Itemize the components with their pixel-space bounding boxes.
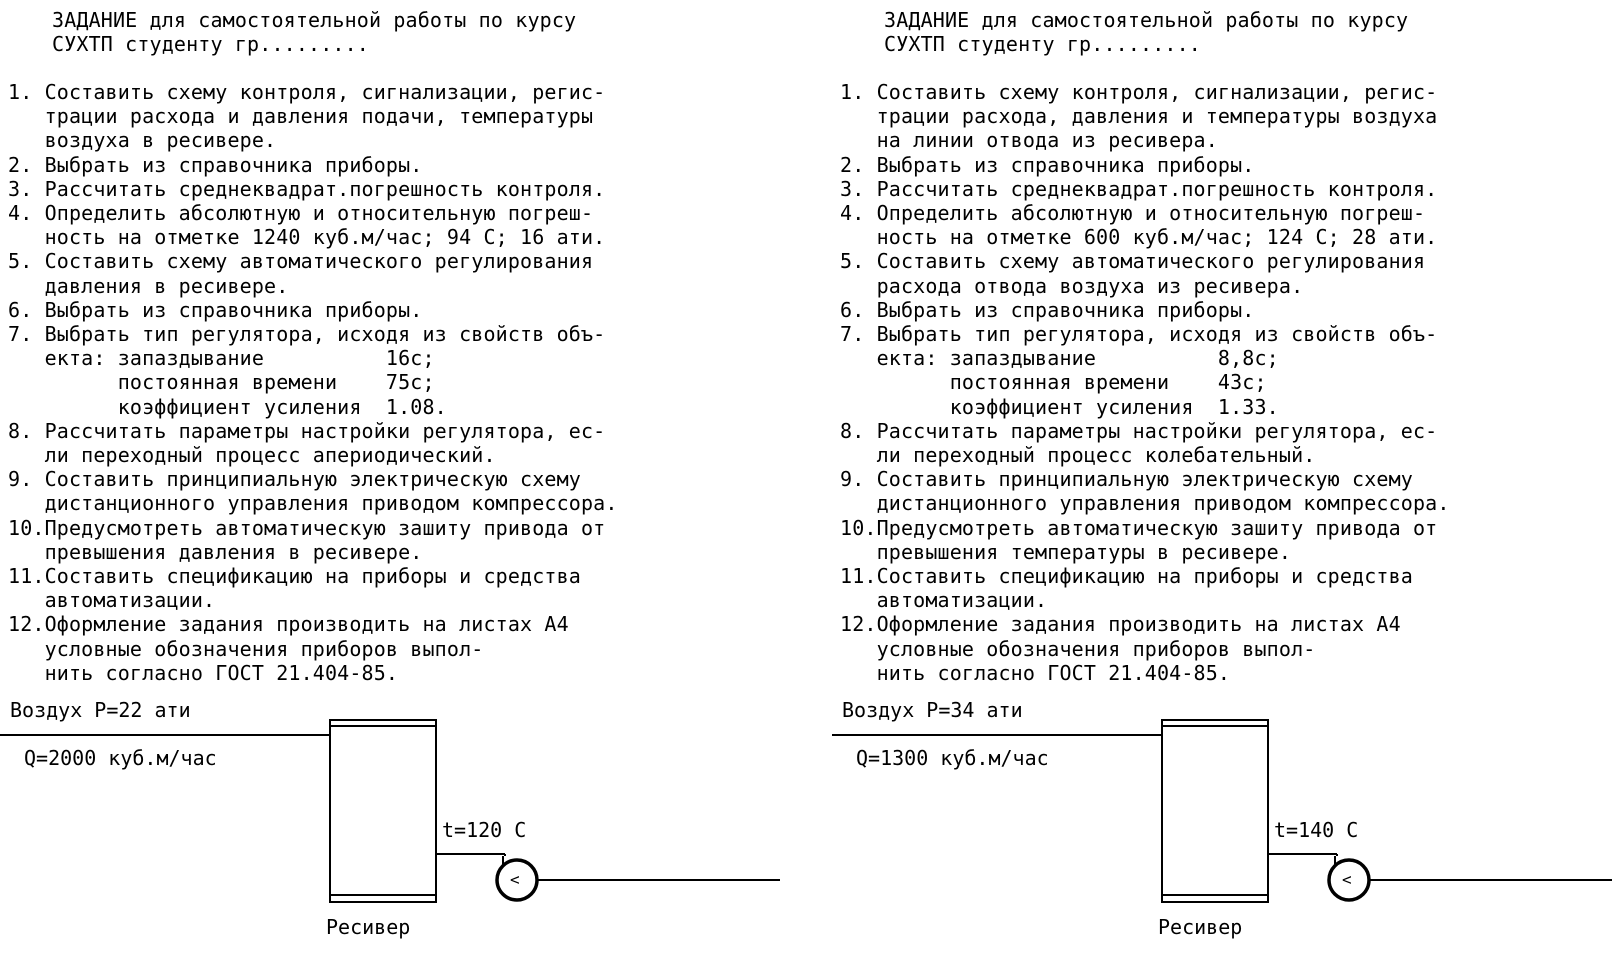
header-line: СУХТП студенту гр......... bbox=[52, 32, 369, 57]
assignment-item-line: 9. Составить принципиальную электрическую схему bbox=[8, 467, 581, 492]
assignment-item-line: воздуха в ресивере. bbox=[8, 128, 277, 153]
receiver-diagram bbox=[0, 690, 780, 975]
assignment-item-line: 9. Составить принципиальную электрическую схему bbox=[840, 467, 1413, 492]
assignment-item-line: условные обозначения приборов выпол- bbox=[8, 636, 484, 661]
assignment-item-line: 5. Составить схему автоматического регулирования bbox=[840, 249, 1426, 274]
assignment-item-line: 8. Рассчитать параметры настройки регулятора, ес- bbox=[840, 418, 1438, 443]
air-pressure-label: Воздух Р=34 ати bbox=[842, 698, 1023, 722]
assignment-item-line: 2. Выбрать из справочника приборы. bbox=[840, 152, 1255, 177]
assignment-item-line: расхода отвода воздуха из ресивера. bbox=[840, 273, 1304, 298]
assignment-item-line: превышения температуры в ресивере. bbox=[840, 539, 1292, 564]
assignment-item-line: 1. Составить схему контроля, сигнализации, регис- bbox=[840, 80, 1438, 104]
compressor-arrow-glyph: < bbox=[1342, 870, 1352, 889]
assignment-item-line: постоянная времени 43с; bbox=[840, 370, 1267, 395]
assignment-item-line: 5. Составить схему автоматического регулирования bbox=[8, 249, 594, 274]
assignment-item-line: 3. Рассчитать среднеквадрат.погрешность контроля. bbox=[840, 176, 1438, 201]
assignment-item-line: автоматизации. bbox=[8, 588, 216, 613]
assignment-item-line: превышения давления в ресивере. bbox=[8, 539, 423, 564]
receiver-label: Ресивер bbox=[326, 915, 411, 939]
assignment-item-line: постоянная времени 75с; bbox=[8, 370, 435, 395]
assignment-item-line: 1. Составить схему контроля, сигнализации, регис- bbox=[8, 80, 606, 104]
assignment-panel-right bbox=[832, 0, 1613, 975]
receiver-vessel bbox=[1162, 720, 1268, 902]
assignment-item-line: ность на отметке 600 куб.м/час; 124 С; 28 ати. bbox=[840, 225, 1438, 250]
assignment-item-line: 3. Рассчитать среднеквадрат.погрешность контроля. bbox=[8, 176, 606, 201]
receiver-vessel bbox=[330, 720, 436, 902]
assignment-item-line: 11.Составить спецификацию на приборы и средства bbox=[840, 564, 1413, 588]
assignment-item-line: 10.Предусмотреть автоматическую зашиту привода от bbox=[840, 515, 1438, 540]
assignment-item-line: коэффициент усиления 1.08. bbox=[8, 394, 447, 419]
assignment-item-line: ность на отметке 1240 куб.м/час; 94 С; 16 ати. bbox=[8, 225, 606, 250]
assignment-item-line: условные обозначения приборов выпол- bbox=[840, 636, 1316, 661]
assignment-panel-left bbox=[0, 0, 800, 975]
assignment-item-line: дистанционного управления приводом компрессора. bbox=[8, 491, 618, 516]
flow-label: Q=2000 куб.м/час bbox=[24, 746, 217, 770]
assignment-item-line: 12.Оформление задания производить на листах А4 bbox=[8, 612, 569, 637]
temperature-label: t=120 С bbox=[442, 818, 527, 842]
assignment-item-line: 6. Выбрать из справочника приборы. bbox=[8, 297, 423, 322]
assignment-item-line: 6. Выбрать из справочника приборы. bbox=[840, 297, 1255, 322]
assignment-item-line: екта: запаздывание 16с; bbox=[8, 346, 435, 371]
assignment-item-line: трации расхода и давления подачи, температуры bbox=[8, 104, 594, 129]
assignment-item-line: нить согласно ГОСТ 21.404-85. bbox=[840, 660, 1231, 685]
assignment-item-line: давления в ресивере. bbox=[8, 273, 289, 298]
assignment-item-line: ли переходный процесс колебательный. bbox=[840, 443, 1316, 467]
assignment-item-line: 10.Предусмотреть автоматическую зашиту привода от bbox=[8, 515, 606, 540]
assignment-item-line: дистанционного управления приводом компрессора. bbox=[840, 491, 1450, 516]
receiver-label: Ресивер bbox=[1158, 915, 1243, 939]
header-line: ЗАДАНИЕ для самостоятельной работы по курсу bbox=[52, 8, 577, 32]
assignment-item-line: 7. Выбрать тип регулятора, исходя из свойств объ- bbox=[840, 322, 1438, 346]
flow-label: Q=1300 куб.м/час bbox=[856, 746, 1049, 770]
assignment-item-line: екта: запаздывание 8,8с; bbox=[840, 346, 1279, 371]
assignment-item-line: 8. Рассчитать параметры настройки регулятора, ес- bbox=[8, 418, 606, 443]
assignment-item-line: 11.Составить спецификацию на приборы и средства bbox=[8, 564, 581, 588]
assignment-item-line: 4. Определить абсолютную и относительную погреш- bbox=[840, 201, 1426, 225]
compressor-arrow-glyph: < bbox=[510, 870, 520, 889]
assignment-item-line: 7. Выбрать тип регулятора, исходя из свойств объ- bbox=[8, 322, 606, 346]
assignment-item-line: коэффициент усиления 1.33. bbox=[840, 394, 1279, 419]
header-line: ЗАДАНИЕ для самостоятельной работы по курсу bbox=[884, 8, 1409, 32]
assignment-item-line: 12.Оформление задания производить на листах А4 bbox=[840, 612, 1401, 637]
temperature-label: t=140 С bbox=[1274, 818, 1359, 842]
assignment-item-line: на линии отвода из ресивера. bbox=[840, 128, 1218, 153]
assignment-item-line: 2. Выбрать из справочника приборы. bbox=[8, 152, 423, 177]
assignment-item-line: автоматизации. bbox=[840, 588, 1048, 613]
assignment-item-line: 4. Определить абсолютную и относительную погреш- bbox=[8, 201, 594, 225]
assignment-item-line: трации расхода, давления и температуры воздуха bbox=[840, 104, 1438, 129]
air-pressure-label: Воздух Р=22 ати bbox=[10, 698, 191, 722]
header-line: СУХТП студенту гр......... bbox=[884, 32, 1201, 57]
receiver-diagram bbox=[832, 690, 1612, 975]
assignment-item-line: нить согласно ГОСТ 21.404-85. bbox=[8, 660, 399, 685]
assignment-item-line: ли переходный процесс апериодический. bbox=[8, 443, 496, 467]
